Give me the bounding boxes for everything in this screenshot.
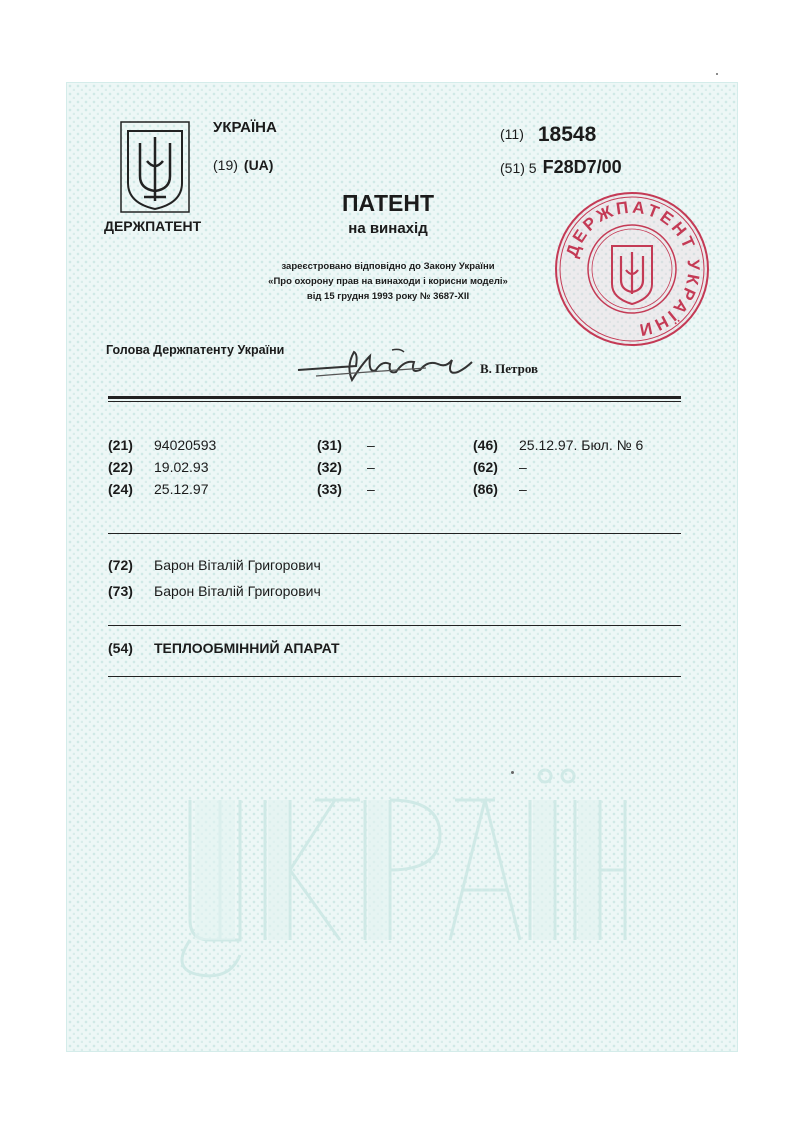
bib-value: 19.02.93 — [154, 459, 209, 475]
bib-value: – — [519, 459, 527, 475]
bib-code: (62) — [473, 459, 498, 475]
bib-code: (31) — [317, 437, 342, 453]
law-line-1: зареєстровано відповідно до Закону України — [281, 261, 495, 272]
divider-before-title — [108, 625, 681, 626]
owner-name: Барон Віталій Григорович — [154, 583, 321, 599]
bib-value: 25.12.97. Бюл. № 6 — [519, 437, 644, 453]
ipc-prefix: 5 — [528, 160, 537, 176]
bib-row-21 — [108, 437, 216, 453]
bib-value: 25.12.97 — [154, 481, 209, 497]
country-name: УКРАЇНА — [213, 119, 277, 136]
ipc-line — [500, 157, 622, 178]
law-line-2: «Про охорону прав на винаходи і корисни моделі» — [268, 276, 508, 287]
law-line-3: від 15 грудня 1993 року № 3687-XII — [306, 291, 470, 302]
bib-value: – — [367, 459, 375, 475]
bib-code: (86) — [473, 481, 498, 497]
bib-row-86 — [473, 481, 527, 497]
document-subtitle: на винахід — [348, 220, 428, 237]
ipc-class: F28D7/00 — [542, 157, 622, 177]
divider-double-top — [108, 396, 681, 399]
bib-code: (33) — [317, 481, 342, 497]
bib-code: (22) — [108, 459, 133, 475]
seal-text: ДЕРЖПАТЕНТ УКРАЇНИ — [562, 197, 704, 341]
bib-value: – — [519, 481, 527, 497]
owner-row — [108, 583, 321, 599]
bib-row-33 — [317, 481, 375, 497]
signatory-name: В. Петров — [480, 361, 539, 376]
inventor-name: Барон Віталій Григорович — [154, 557, 321, 573]
bib-value: 94020593 — [154, 437, 217, 453]
bib-code: (46) — [473, 437, 498, 453]
divider-after-bib — [108, 533, 681, 534]
bib-row-24 — [108, 481, 209, 497]
country-code: (UA) — [243, 157, 274, 173]
paper-speck — [511, 771, 514, 774]
paper-speck — [716, 73, 718, 75]
bib-row-32 — [317, 459, 375, 475]
inventor-code: (72) — [108, 557, 133, 573]
divider-after-title — [108, 676, 681, 677]
field-code-11: (11) — [500, 126, 524, 142]
owner-code: (73) — [108, 583, 133, 599]
bib-row-62 — [473, 459, 527, 475]
field-code-19: (19) — [213, 157, 238, 173]
signatory-title: Голова Держпатенту України — [106, 343, 285, 357]
office-name: ДЕРЖПАТЕНТ — [104, 218, 202, 234]
handwritten-signature — [296, 346, 476, 388]
bib-code: (24) — [108, 481, 133, 497]
bib-value: – — [367, 437, 375, 453]
bib-value: – — [367, 481, 375, 497]
watermark-ukraina — [150, 700, 650, 990]
official-seal — [553, 190, 711, 348]
invention-code: (54) — [108, 640, 133, 656]
document-title: ПАТЕНТ — [341, 190, 435, 216]
patent-number-line — [500, 121, 596, 145]
invention-title-row — [108, 640, 340, 656]
bib-row-31 — [317, 437, 375, 453]
trident-emblem-icon — [120, 121, 190, 213]
bib-code: (21) — [108, 437, 133, 453]
patent-number: 18548 — [537, 123, 597, 146]
divider-double-bottom — [108, 401, 681, 402]
inventor-row — [108, 557, 321, 573]
bib-code: (32) — [317, 459, 342, 475]
field-code-51: (51) — [500, 160, 525, 176]
bib-row-22 — [108, 459, 209, 475]
law-reference — [218, 259, 558, 304]
bib-row-46 — [473, 437, 643, 453]
country-code-line — [213, 157, 273, 173]
invention-title: ТЕПЛООБМІННИЙ АПАРАТ — [154, 640, 340, 656]
